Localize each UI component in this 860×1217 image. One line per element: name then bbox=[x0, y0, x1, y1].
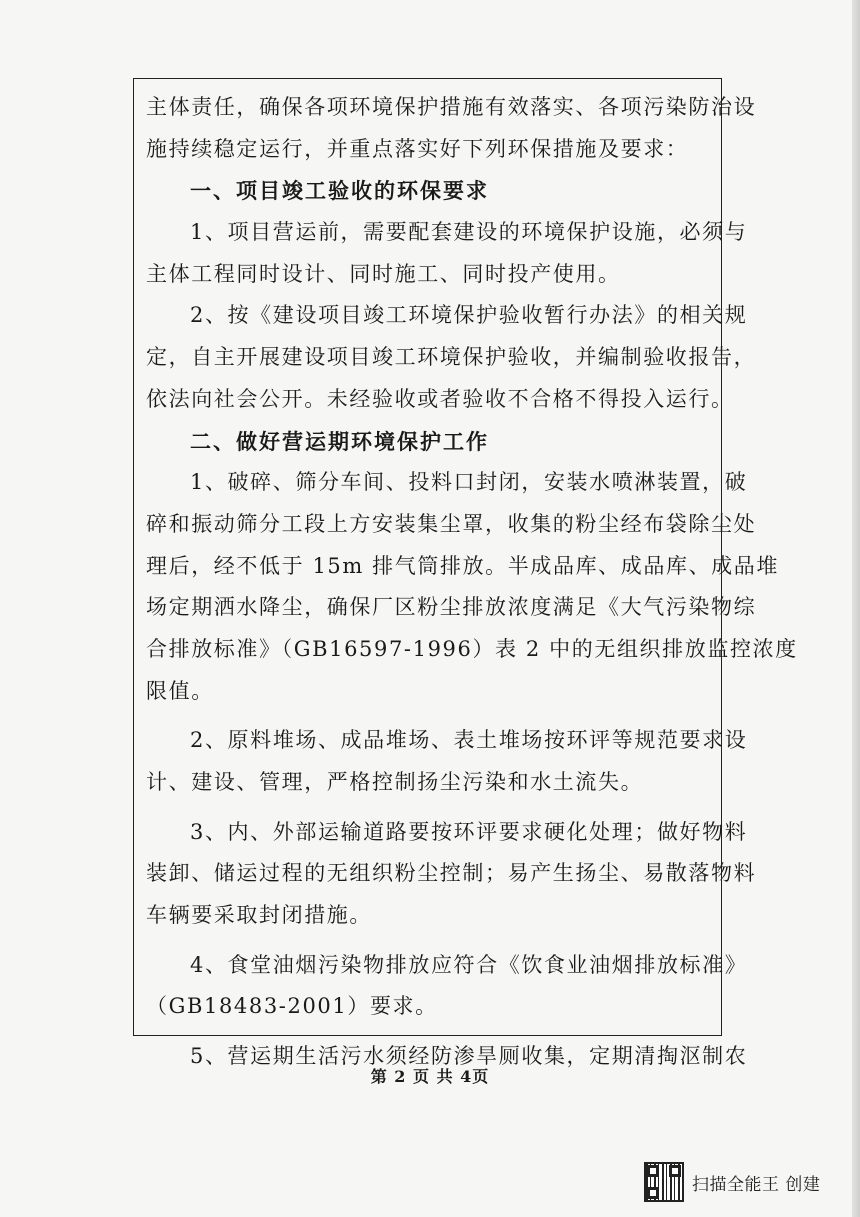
paragraph-line: 5、营运期生活污水须经防渗旱厕收集，定期清掏沤制农 bbox=[190, 1044, 748, 1069]
qr-code-icon bbox=[644, 1162, 684, 1202]
paragraph-line: 2、按《建设项目竣工环境保护验收暂行办法》的相关规 bbox=[190, 303, 748, 328]
paragraph-line: 场定期洒水降尘，确保厂区粉尘排放浓度满足《大气污染物综 bbox=[146, 595, 757, 620]
document-frame bbox=[133, 78, 798, 1069]
paragraph-line: 车辆要采取封闭措施。 bbox=[146, 903, 372, 928]
document-body bbox=[146, 87, 798, 1078]
page-number-footer: 第 2 页 共 4页 bbox=[370, 1067, 490, 1086]
paragraph-line: 1、项目营运前，需要配套建设的环境保护设施，必须与 bbox=[190, 220, 748, 245]
paragraph-line: 主体责任，确保各项环境保护措施有效落实、各项污染防治设 bbox=[146, 95, 757, 119]
section-heading-2: 二、做好营运期环境保护工作 bbox=[190, 428, 489, 454]
paragraph-line: 2、原料堆场、成品堆场、表土堆场按环评等规范要求设 bbox=[190, 728, 748, 753]
paragraph-line: （GB18483-2001）要求。 bbox=[146, 994, 438, 1019]
watermark-text: 扫描全能王 创建 bbox=[692, 1174, 821, 1195]
paragraph-line: 合排放标准》（GB16597-1996）表 2 中的无组织排放监控浓度 bbox=[146, 636, 798, 661]
page-edge-shadow bbox=[852, 0, 860, 1217]
paragraph-line: 碎和振动筛分工段上方安装集尘罩，收集的粉尘经布袋除尘处 bbox=[146, 511, 757, 536]
paragraph-line: 1、破碎、筛分车间、投料口封闭，安装水喷淋装置，破 bbox=[190, 470, 748, 495]
paragraph-line: 4、食堂油烟污染物排放应符合《饮食业油烟排放标准》 bbox=[190, 952, 748, 977]
section-heading-1: 一、项目竣工验收的环保要求 bbox=[190, 178, 489, 204]
scanner-watermark bbox=[644, 1160, 844, 1204]
paragraph-line: 主体工程同时设计、同时施工、同时投产使用。 bbox=[146, 261, 621, 286]
paragraph-line: 装卸、储运过程的无组织粉尘控制；易产生扬尘、易散落物料 bbox=[146, 861, 757, 886]
paragraph-line: 依法向社会公开。未经验收或者验收不合格不得投入运行。 bbox=[146, 386, 734, 411]
paragraph-line: 理后，经不低于 15m 排气筒排放。半成品库、成品库、成品堆 bbox=[146, 553, 779, 578]
paragraph-line: 定，自主开展建设项目竣工环境保护验收，并编制验收报告， bbox=[146, 345, 757, 370]
paragraph-line: 3、内、外部运输道路要按环评要求硬化处理；做好物料 bbox=[190, 819, 748, 844]
paragraph-line: 计、建设、管理，严格控制扬尘污染和水土流失。 bbox=[146, 770, 644, 794]
paragraph-line: 限值。 bbox=[146, 678, 214, 703]
paragraph-line: 施持续稳定运行，并重点落实好下列环保措施及要求： bbox=[146, 136, 689, 161]
